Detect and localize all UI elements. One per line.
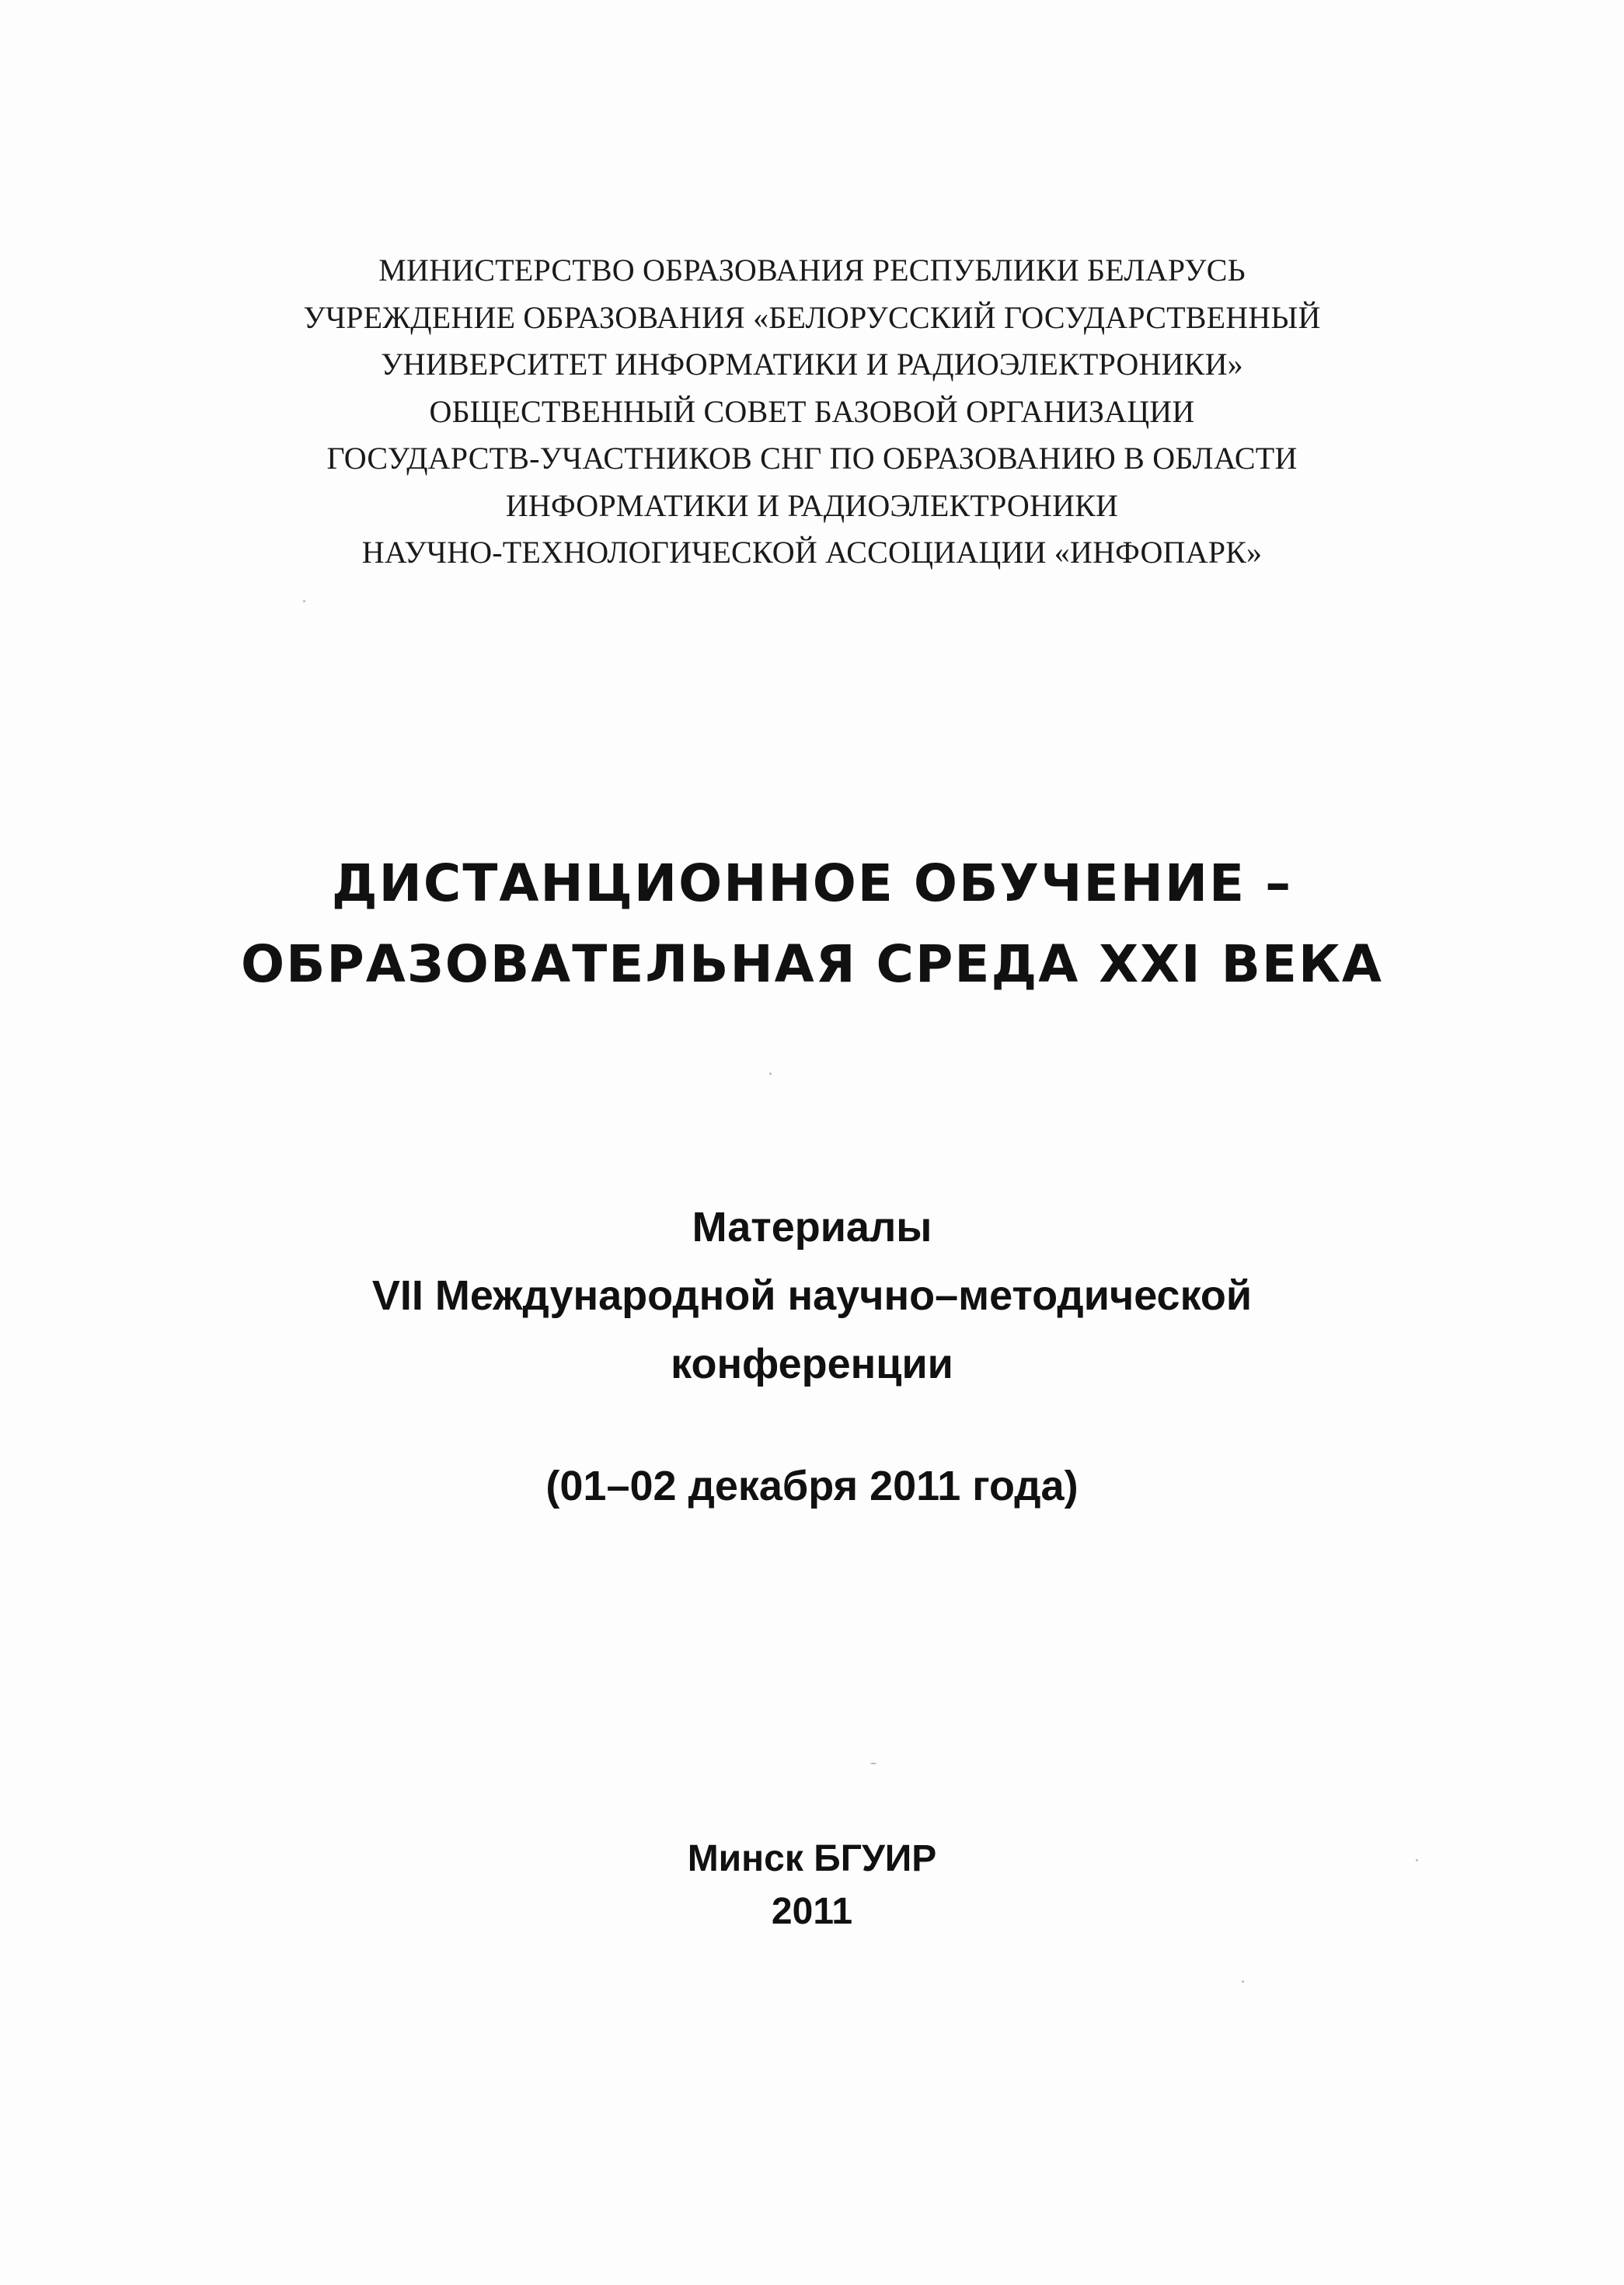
header-line: УНИВЕРСИТЕТ ИНФОРМАТИКИ И РАДИОЭЛЕКТРОНИКИ» [381,347,1243,382]
subtitle-line-2: VII Международной научно–методической [371,1272,1253,1319]
header-line: МИНИСТЕРСТВО ОБРАЗОВАНИЯ РЕСПУБЛИКИ БЕЛАРУСЬ [378,253,1246,288]
document-title [0,843,1624,1005]
institution-header [0,247,1624,577]
scan-speck [303,600,305,602]
scan-speck [1242,1980,1244,1983]
imprint-city-publisher: Минск БГУИР [687,1838,937,1879]
header-line: ИНФОРМАТИКИ И РАДИОЭЛЕКТРОНИКИ [505,487,1119,523]
header-line: УЧРЕЖДЕНИЕ ОБРАЗОВАНИЯ «БЕЛОРУССКИЙ ГОСУДАРСТВЕННЫЙ [303,299,1321,335]
imprint [0,1833,1624,1938]
header-line: НАУЧНО-ТЕХНОЛОГИЧЕСКОЙ АССОЦИАЦИИ «ИНФОПАРК» [361,535,1263,570]
title-line-2: ОБРАЗОВАТЕЛЬНАЯ СРЕДА XXI ВЕКА [240,934,1384,994]
scan-speck [1416,1859,1418,1861]
scan-speck [769,1073,772,1075]
scan-speck [870,1763,876,1764]
subtitle-line-1: Материалы [692,1204,932,1251]
document-subtitle [0,1193,1624,1398]
header-line: ОБЩЕСТВЕННЫЙ СОВЕТ БАЗОВОЙ ОРГАНИЗАЦИИ [429,393,1195,429]
conference-dates: (01–02 декабря 2011 года) [545,1463,1079,1509]
title-line-1: ДИСТАНЦИОННОЕ ОБУЧЕНИЕ – [331,853,1293,913]
subtitle-line-3: конференции [671,1341,953,1387]
imprint-year: 2011 [771,1891,853,1932]
header-line: ГОСУДАРСТВ-УЧАСТНИКОВ СНГ ПО ОБРАЗОВАНИЮ В ОБЛАСТИ [326,441,1298,476]
